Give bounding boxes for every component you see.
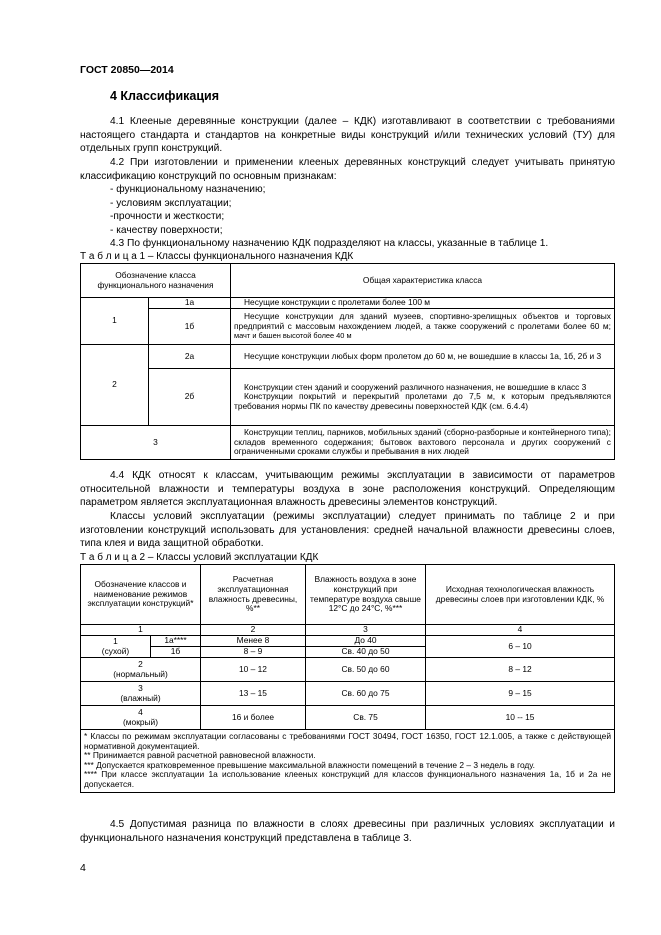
page-number: 4 [80,862,86,874]
table2-cell: 13 – 15 [201,682,306,706]
table-operating-conditions [80,564,615,793]
paragraph-classes: Классы условий эксплуатации (режимы эксплуатации) следует принимать по таблице 2 и при изготовлении конструкций использовать для установления: средней начальной влажности древесины слоев, типа клея и вида защитной обработки. [80,511,615,550]
table2-subclass: 1а**** [151,636,201,647]
paragraph-4-4: 4.4 КДК относят к классам, учитывающим режимы эксплуатации в зависимости от параметров относительной влажности и температуры воздуха в зоне расположения конструкций. Определяющим параметром является эксплуатационная влажность древесины элементов конструкций. [80,470,615,509]
list-item: - качеству поверхности; [110,224,223,236]
table1-caption: Т а б л и ц а 1 – Классы функционального назначения КДК [80,251,354,262]
table2-caption: Т а б л и ц а 2 – Классы условий эксплуатации КДК [80,552,319,563]
table-functional-classes [80,263,615,460]
table1-subclass: 2б [149,369,231,426]
table2-note: * Классы по режимам эксплуатации согласованы с требованиями ГОСТ 30494, ГОСТ 16350, ГОСТ 12.1.005, а также с действующей нормативной документацией. [84,731,611,751]
table2-note: *** Допускается кратковременное превышение максимальной влажности помещений в течение 2 – 3 недель в году. [84,759,535,770]
table2-header: Влажность воздуха в зоне конструкций при температуре воздуха свыше 12°С до 24°С, %*** [306,565,426,625]
table1-desc: Конструкции теплиц, парников, мобильных зданий (сборно-разборные и контейнерного типа); складов временного содержания; бытовок вахтового персонала и других сооружений с ограниченными сроками службы и пребывания в них людей [231,426,615,460]
table-row [81,682,615,706]
table1-desc: Конструкции стен зданий и сооружений различного назначения, не вошедшие в класс 3 Конструкции покрытий и перекрытий пролетами до 7,5 м, к которым предъявляются требования нормы ПК по качеству древесины поверхностей КДК (см. 6.4.4) [231,369,615,426]
table2-cell: Св. 40 до 50 [306,647,426,658]
table2-cell: 10 – 12 [201,658,306,682]
table1-subclass: 1а [149,298,231,309]
table2-header: Обозначение классов и наименование режимов эксплуатации конструкций* [81,565,201,625]
document-header: ГОСТ 20850—2014 [80,64,174,76]
section-title: 4 Классификация [110,89,220,103]
table2-cell: 9 – 15 [426,682,615,706]
list-item: -прочности и жесткости; [110,211,225,223]
list-item: - условиям эксплуатации; [110,197,232,209]
table2-note: ** Принимается равной расчетной равновесной влажности. [84,750,316,761]
table2-col-number: 4 [426,625,615,636]
table1-desc: Несущие конструкции с пролетами более 100 м [231,298,615,309]
table-row [81,706,615,730]
table2-class: 2 (нормальный) [81,658,201,682]
table2-class: 4 (мокрый) [81,706,201,730]
table2-note: **** При классе эксплуатации 1а использование клееных конструкций для классов функционального назначения 1а, 1б и 2а не допускается. [84,769,611,789]
table2-col-number: 1 [81,625,201,636]
table2-cell: 8 – 9 [201,647,306,658]
table2-header: Исходная технологическая влажность древесины слоев при изготовлении КДК, % [426,565,615,625]
table2-cell: Св. 60 до 75 [306,682,426,706]
paragraph-4-5: 4.5 Допустимая разница по влажности в слоях древесины при различных условиях эксплуатации и функционального назначения конструкций представлена в таблице 3. [80,819,615,844]
table2-col-number: 3 [306,625,426,636]
table1-subclass: 2а [149,345,231,369]
table2-class: 3 (влажный) [81,682,201,706]
table2-cell: До 40 [306,636,426,647]
classification-list [110,183,610,237]
table2-cell: Св. 50 до 60 [306,658,426,682]
table2-subclass: 1б [151,647,201,658]
table1-desc: Несущие конструкции для зданий музеев, спортивно-зрелищных объектов и торговых предприятий с массовым нахождением людей, а также сооружений с пролетами более 60 м; мачт и башен высотой более 40 м [231,309,615,345]
table2-cell: 6 – 10 [426,636,615,658]
table1-desc: Несущие конструкции любых форм пролетом до 60 м, не вошедшие в классы 1а, 1б, 2б и 3 [231,345,615,369]
table-row [81,658,615,682]
table2-header: Расчетная эксплуатационная влажность древесины, %** [201,565,306,625]
table2-class-1: 1 (сухой) [81,636,151,658]
table2-cell: Св. 75 [306,706,426,730]
table2-notes [81,730,615,793]
table1-class-3: 3 [81,426,231,460]
table2-col-number: 2 [201,625,306,636]
table1-class-1: 1 [81,298,149,345]
paragraph-4-2: 4.2 При изготовлении и применении клееных деревянных конструкций следует учитывать принятую классификацию конструкций по основным признакам: [80,157,615,182]
paragraph-4-1: 4.1 Клееные деревянные конструкции (далее – КДК) изготавливают в соответствии с требованиями настоящего стандарта и стандартов на конкретные виды конструкций и/или технических условий (ТУ) для отдельных групп конструкций. [80,116,615,155]
table2-cell: 8 – 12 [426,658,615,682]
list-item: - функциональному назначению; [110,184,266,195]
paragraph-4-3: 4.3 По функциональному назначению КДК подразделяют на классы, указанные в таблице 1. [110,238,549,249]
table1-class-2: 2 [81,345,149,426]
table1-subclass: 1б [149,309,231,345]
table2-cell: 10 -- 15 [426,706,615,730]
table1-header-class: Обозначение класса функционального назначения [81,264,231,298]
table2-cell: 16 и более [201,706,306,730]
table2-cell: Менее 8 [201,636,306,647]
table1-header-desc: Общая характеристика класса [231,264,615,298]
